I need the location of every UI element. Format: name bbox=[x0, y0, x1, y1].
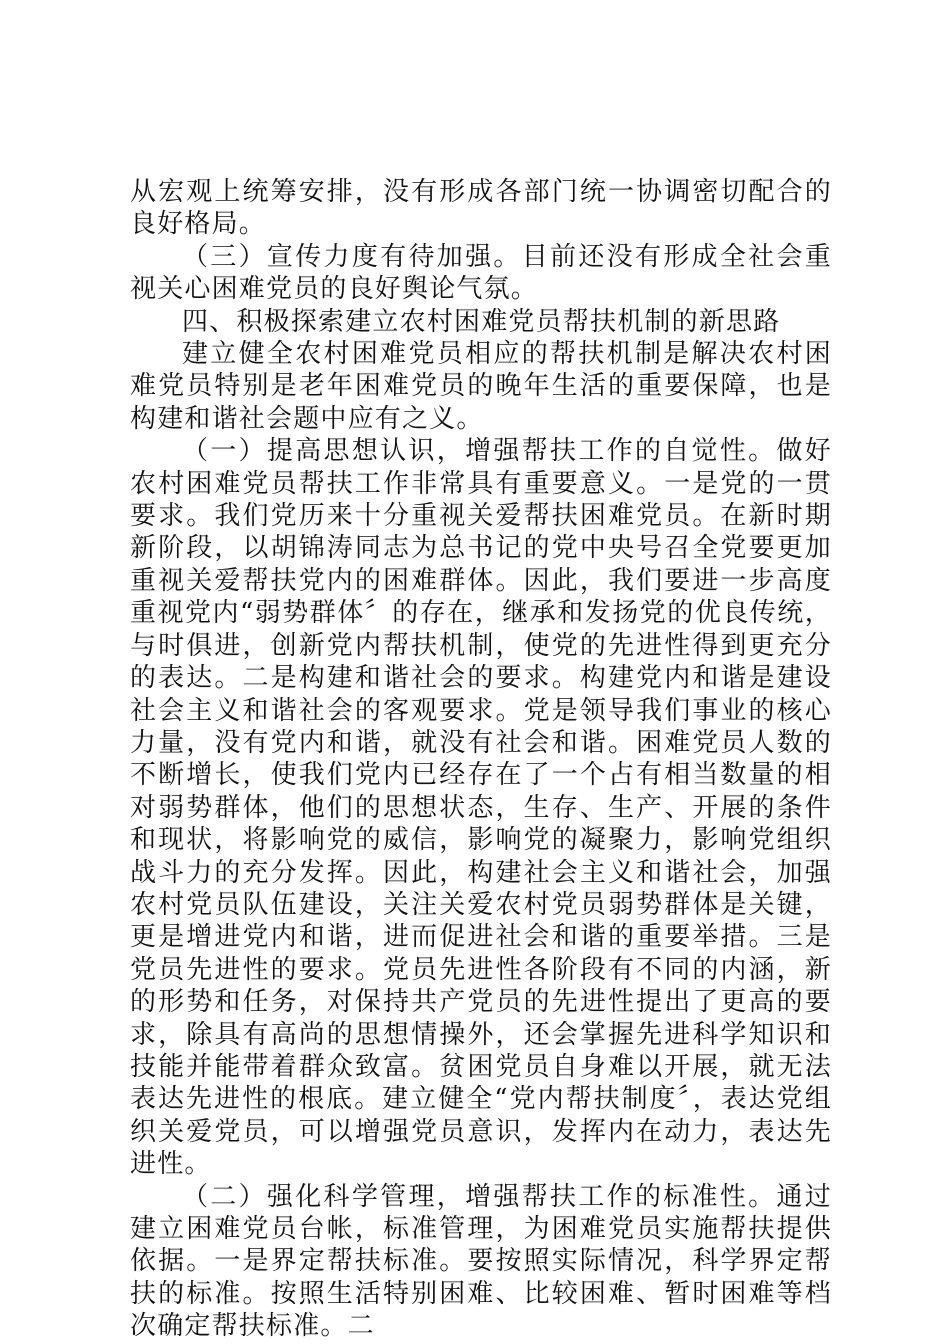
paragraph-5: （二）强化科学管理，增强帮扶工作的标准性。通过建立困难党员台帐，标准管理，为困难党员实施帮扶提供依据。一是界定帮扶标准。要按照实际情况，科学界定帮扶的标准。按照生活特别困难、比较困难、暂时困难等档次确定帮扶标准。二 bbox=[130, 1181, 832, 1342]
paragraph-2: （三）宣传力度有待加强。目前还没有形成全社会重视关心困难党员的良好舆论气氛。 bbox=[130, 241, 832, 305]
paragraph-3: 建立健全农村困难党员相应的帮扶机制是解决农村困难党员特别是老年困难党员的晚年生活的重要保障，也是构建和谐社会题中应有之义。 bbox=[130, 339, 832, 434]
document-body bbox=[130, 176, 832, 1343]
paragraph-4: （一）提高思想认识，增强帮扶工作的自觉性。做好农村困难党员帮扶工作非常具有重要意义。一是党的一贯要求。我们党历来十分重视关爱帮扶困难党员。在新时期新阶段，以胡锦涛同志为总书记的党中央号召全党要更加重视关爱帮扶党内的困难群体。因此，我们要进一步高度重视党内“弱势群体〞的存在，继承和发扬党的优良传统，与时俱进，创新党内帮扶机制，使党的先进性得到更充分的表达。二是构建和谐社会的要求。构建党内和谐是建设社会主义和谐社会的客观要求。党是领导我们事业的核心力量，没有党内和谐，就没有社会和谐。困难党员人数的不断增长，使我们党内已经存在了一个占有相当数量的相对弱势群体，他们的思想状态，生存、生产、开展的条件和现状，将影响党的威信，影响党的凝聚力，影响党组织战斗力的充分发挥。因此，构建社会主义和谐社会，加强农村党员队伍建设，关注关爱农村党员弱势群体是关键，更是增进党内和谐，进而促进社会和谐的重要举措。三是党员先进性的要求。党员先进性各阶段有不同的内涵，新的形势和任务，对保持共产党员的先进性提出了更高的要求，除具有高尚的思想情操外，还会掌握先进科学知识和技能并能带着群众致富。贫困党员自身难以开展，就无法表达先进性的根底。建立健全“党内帮扶制度〞，表达党组织关爱党员，可以增强党员意识，发挥内在动力，表达先进性。 bbox=[130, 436, 832, 1180]
paragraph-1: 从宏观上统筹安排，没有形成各部门统一协调密切配合的良好格局。 bbox=[130, 177, 832, 240]
section-heading: 四、积极探索建立农村困难党员帮扶机制的新思路 bbox=[182, 306, 781, 337]
